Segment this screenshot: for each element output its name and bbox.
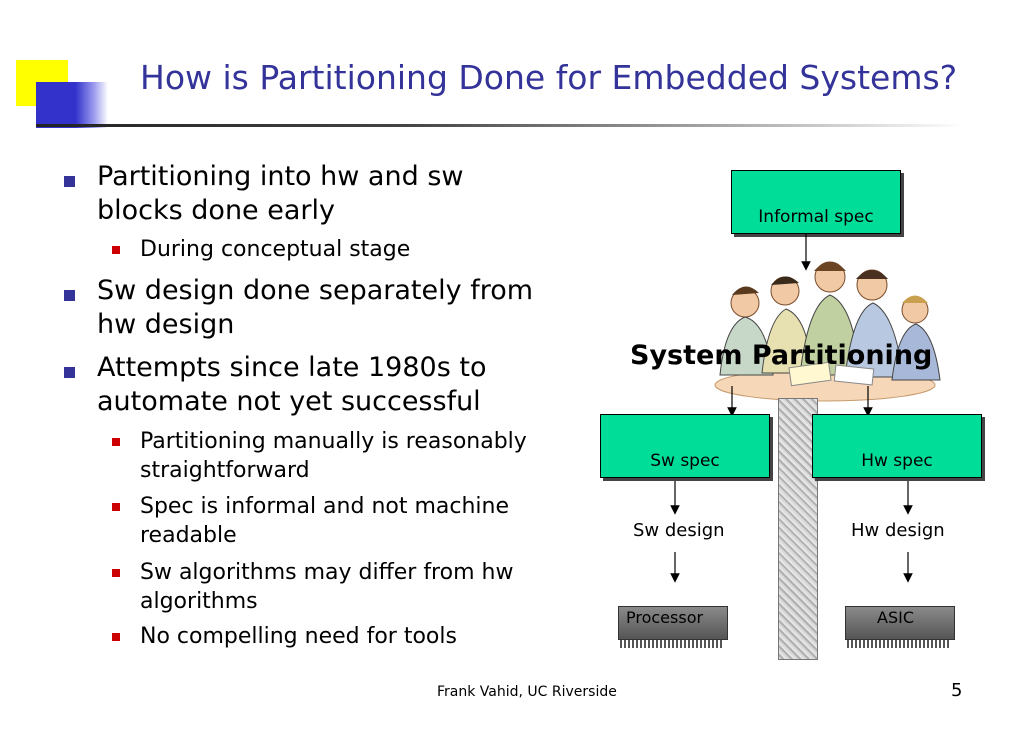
system-partitioning-label: System Partitioning — [630, 340, 933, 371]
sub-bullet-3-4: No compelling need for tools — [140, 624, 457, 649]
bullet-2: Sw design done separately from hw design — [97, 275, 534, 340]
sw-spec-box — [600, 414, 770, 478]
sub-bullet-3-3: Sw algorithms may differ from hw algorithms — [140, 560, 514, 614]
sub-bullet-marker — [112, 633, 120, 641]
sub-bullet-1-1: During conceptual stage — [140, 237, 411, 262]
bullet-marker — [64, 176, 75, 187]
sub-bullet-3-1: Partitioning manually is reasonably straightforward — [140, 429, 527, 483]
processor-label: Processor — [626, 608, 704, 627]
informal-spec-box — [731, 170, 901, 234]
bullet-marker — [64, 367, 75, 378]
processor-pins — [620, 640, 724, 648]
sub-bullet-marker — [112, 438, 120, 446]
footer-author: Frank Vahid, UC Riverside — [437, 684, 617, 700]
hw-spec-box — [812, 414, 982, 478]
decor-blue-square — [36, 82, 108, 128]
sub-bullet-marker — [112, 246, 120, 254]
sub-bullet-3-2: Spec is informal and not machine readable — [140, 494, 510, 548]
bullet-1: Partitioning into hw and sw blocks done early — [97, 161, 464, 226]
sub-bullet-marker — [112, 503, 120, 511]
sw-spec-label: Sw spec — [650, 451, 720, 471]
bullet-3: Attempts since late 1980s to automate not yet successful — [97, 352, 487, 417]
asic-pins — [847, 640, 951, 648]
sw-design-label: Sw design — [633, 520, 725, 541]
asic-label: ASIC — [877, 608, 914, 627]
slide-title: How is Partitioning Done for Embedded Systems? — [140, 58, 958, 97]
sub-bullet-marker — [112, 569, 120, 577]
title-divider — [36, 124, 966, 127]
informal-spec-label: Informal spec — [758, 207, 874, 227]
hw-design-label: Hw design — [851, 520, 945, 541]
hw-spec-label: Hw spec — [861, 451, 933, 471]
bullet-marker — [64, 290, 75, 301]
page-number: 5 — [951, 680, 963, 701]
